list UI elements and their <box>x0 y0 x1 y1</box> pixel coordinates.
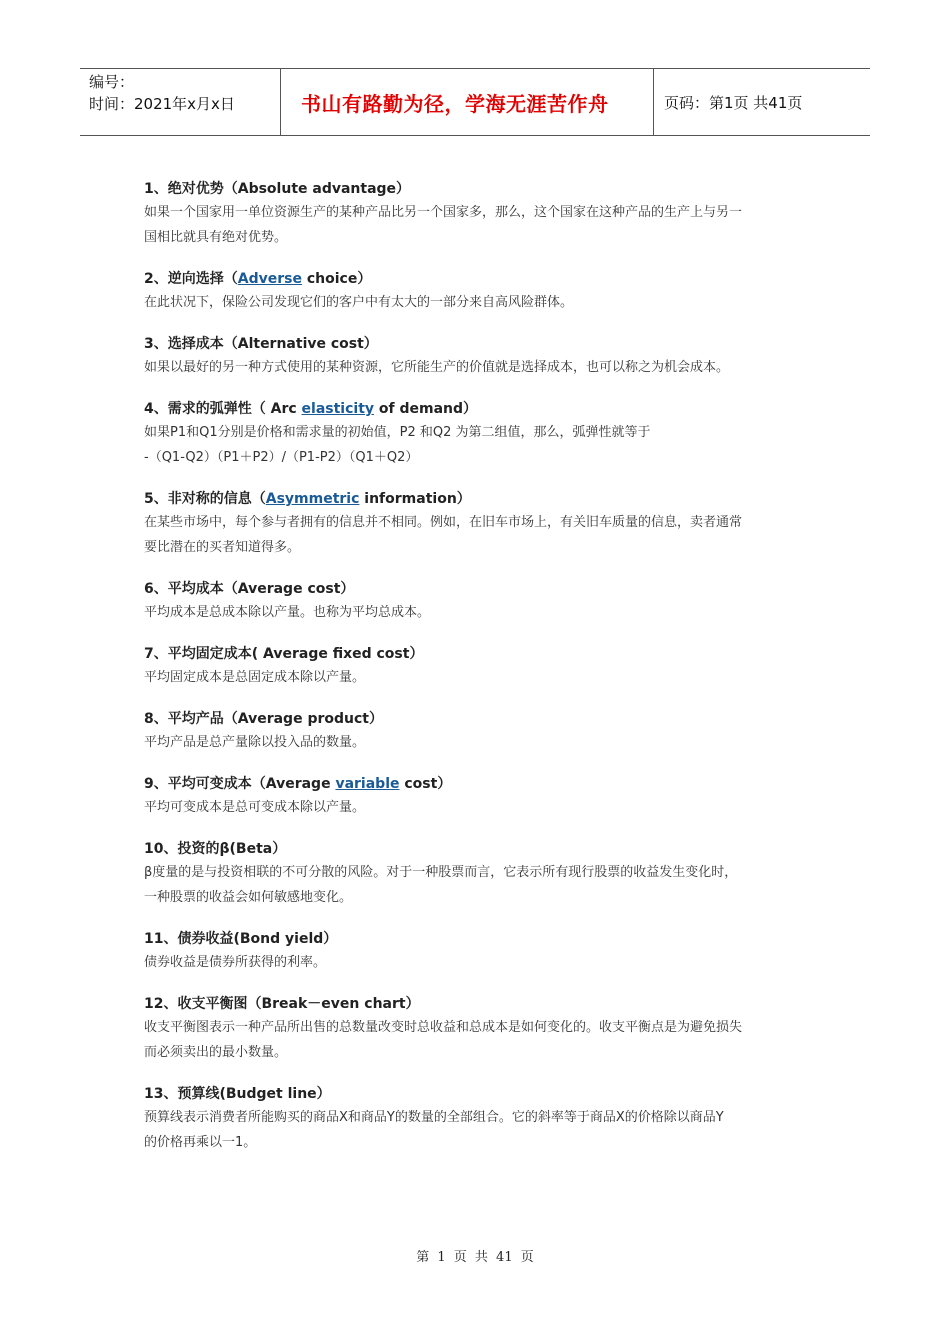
entry-title <box>144 1083 814 1105</box>
entry-title <box>144 578 814 600</box>
entry-body <box>144 355 814 380</box>
entry-body-line: 如果一个国家用一单位资源生产的某种产品比另一个国家多，那么，这个国家在这种产品的生产上与另一 <box>144 205 743 220</box>
glossary-entry <box>144 993 814 1065</box>
entry-title-text: 4、需求的弧弹性（ Arc <box>144 401 302 417</box>
term-link[interactable]: elasticity <box>301 401 375 417</box>
page-footer: 第 1 页 共 41 页 <box>416 1250 534 1265</box>
entry-title-text: 7、平均固定成本( Average fixed cost） <box>144 646 424 662</box>
glossary-entry <box>144 643 814 690</box>
entry-title-text: 11、债券收益(Bond yield） <box>144 931 338 947</box>
entry-title-text: choice） <box>301 271 372 287</box>
glossary-entry <box>144 333 814 380</box>
entry-title-text: 1、绝对优势（Absolute advantage） <box>144 181 411 197</box>
entry-title-text: 10、投资的β(Beta） <box>144 841 287 857</box>
entry-title-text: 2、逆向选择（ <box>144 271 238 287</box>
entry-body-line: -（Q1-Q2）（P1＋P2）/（P1-P2）（Q1＋Q2） <box>144 450 419 465</box>
glossary-entry <box>144 838 814 910</box>
number-label: 编号： <box>89 73 135 91</box>
entry-title <box>144 838 814 860</box>
term-link[interactable]: variable <box>335 776 400 792</box>
entry-title <box>144 773 814 795</box>
entry-body-line: 如果P1和Q1分别是价格和需求量的初始值，P2 和Q2 为第二组值，那么，弧弹性就等于 <box>144 425 651 440</box>
header-meta <box>80 69 281 135</box>
entry-body-line: 平均可变成本是总可变成本除以产量。 <box>144 800 366 815</box>
glossary-entry <box>144 1083 814 1155</box>
page-header <box>80 68 870 136</box>
entry-title <box>144 268 814 290</box>
entry-body-line: β度量的是与投资相联的不可分散的风险。对于一种股票而言，它表示所有现行股票的收益发生变化时， <box>144 865 738 880</box>
glossary-entry <box>144 178 814 250</box>
glossary-entry <box>144 708 814 755</box>
entry-body <box>144 600 814 625</box>
header-page-info: 页码：第1页 共41页 <box>664 93 803 112</box>
entry-body <box>144 420 814 470</box>
entry-body <box>144 730 814 755</box>
entry-body-line: 平均产品是总产量除以投入品的数量。 <box>144 735 366 750</box>
entry-title <box>144 178 814 200</box>
entry-body-line: 在某些市场中，每个参与者拥有的信息并不相同。例如，在旧车市场上，有关旧车质量的信息，卖者通常 <box>144 515 743 530</box>
glossary-entry <box>144 488 814 560</box>
entry-body-line: 的价格再乘以一1。 <box>144 1135 257 1150</box>
entry-body-line: 债券收益是债券所获得的利率。 <box>144 955 327 970</box>
entry-title <box>144 333 814 355</box>
entry-body <box>144 510 814 560</box>
glossary-entry <box>144 398 814 470</box>
entry-title <box>144 993 814 1015</box>
entry-title-text: 9、平均可变成本（Average <box>144 776 336 792</box>
entry-title-text: 12、收支平衡图（Break－even chart） <box>144 996 420 1012</box>
term-link[interactable]: Asymmetric <box>265 491 360 507</box>
entry-body <box>144 200 814 250</box>
entry-body <box>144 1015 814 1065</box>
entry-body-line: 平均成本是总成本除以产量。也称为平均总成本。 <box>144 605 431 620</box>
entry-body-line: 平均固定成本是总固定成本除以产量。 <box>144 670 366 685</box>
entry-body <box>144 665 814 690</box>
entry-title <box>144 928 814 950</box>
entry-body <box>144 290 814 315</box>
entry-title-text: cost） <box>399 776 452 792</box>
entry-body-line: 收支平衡图表示一种产品所出售的总数量改变时总收益和总成本是如何变化的。收支平衡点是为避免损失 <box>144 1020 743 1035</box>
glossary-entry <box>144 578 814 625</box>
glossary-entry <box>144 773 814 820</box>
entry-body-line: 一种股票的收益会如何敏感地变化。 <box>144 890 353 905</box>
entry-body-line: 而必须卖出的最小数量。 <box>144 1045 288 1060</box>
entry-body-line: 要比潜在的买者知道得多。 <box>144 540 301 555</box>
entry-body-line: 如果以最好的另一种方式使用的某种资源，它所能生产的价值就是选择成本，也可以称之为机会成本。 <box>144 360 730 375</box>
term-link[interactable]: Adverse <box>237 271 302 287</box>
glossary-entry <box>144 928 814 975</box>
entry-title-text: 8、平均产品（Average product） <box>144 711 383 727</box>
entry-body-line: 国相比就具有绝对优势。 <box>144 230 288 245</box>
entry-body-line: 在此状况下，保险公司发现它们的客户中有太大的一部分来自高风险群体。 <box>144 295 574 310</box>
entry-title <box>144 643 814 665</box>
entry-body-line: 预算线表示消费者所能购买的商品X和商品Y的数量的全部组合。它的斜率等于商品X的价格除以商品Y <box>144 1110 724 1125</box>
entry-title <box>144 398 814 420</box>
entry-title-text: information） <box>359 491 471 507</box>
entry-title-text: 3、选择成本（Alternative cost） <box>144 336 378 352</box>
entry-body <box>144 860 814 910</box>
entry-title <box>144 488 814 510</box>
entry-title <box>144 708 814 730</box>
glossary-entry <box>144 268 814 315</box>
entry-body <box>144 795 814 820</box>
entry-title-text: 5、非对称的信息（ <box>144 491 266 507</box>
entry-body <box>144 950 814 975</box>
date-label: 时间：2021年x月x日 <box>89 95 235 113</box>
entry-title-text: 13、预算线(Budget line） <box>144 1086 331 1102</box>
entry-body <box>144 1105 814 1155</box>
glossary-list <box>144 178 814 1173</box>
header-motto: 书山有路勤为径，学海无涯苦作舟 <box>281 69 654 135</box>
entry-title-text: 6、平均成本（Average cost） <box>144 581 355 597</box>
entry-title-text: of demand） <box>374 401 478 417</box>
